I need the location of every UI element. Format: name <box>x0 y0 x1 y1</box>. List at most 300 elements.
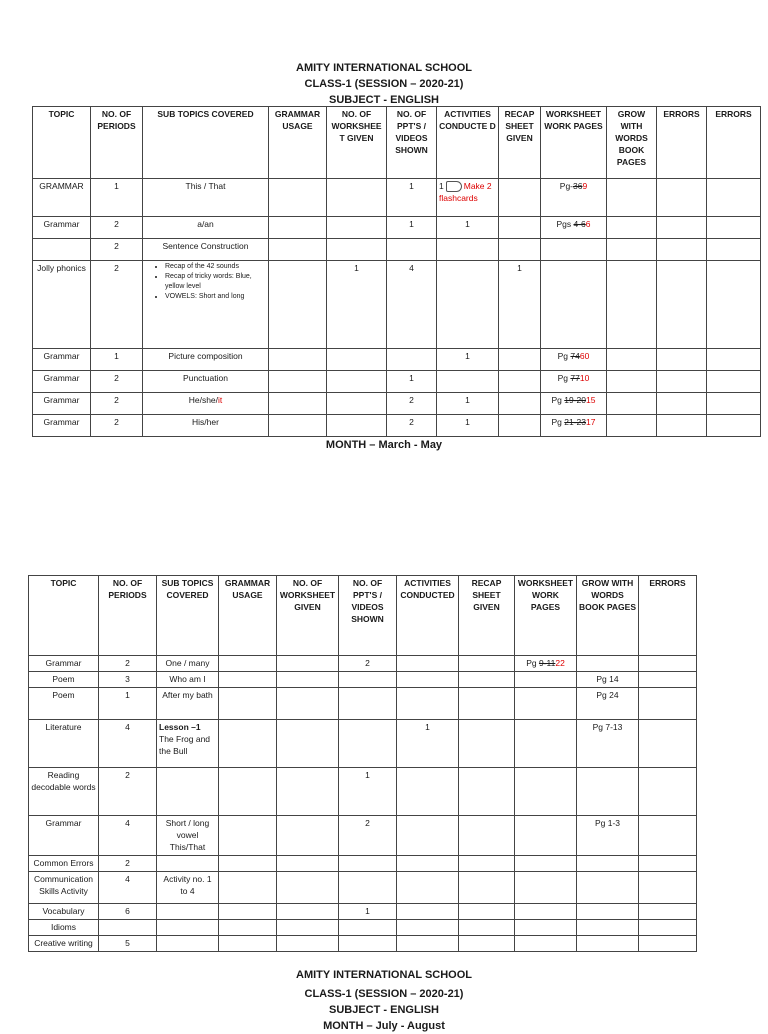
hand-icon <box>446 181 462 192</box>
periods-cell: 6 <box>99 904 157 920</box>
column-header: NO. OF PERIODS <box>99 576 157 656</box>
column-header: RECAP SHEET GIVEN <box>459 576 515 656</box>
topic-cell: Grammar <box>33 349 91 371</box>
subtopic-item: • Recap of tricky words: Blue, yellow level <box>165 272 266 292</box>
gww-pages-cell <box>607 349 657 371</box>
subtopic-item: • VOWELS: Short and long <box>165 292 266 302</box>
errors-cell <box>707 179 761 217</box>
periods-cell <box>99 920 157 936</box>
activities-cell <box>397 904 459 920</box>
worksheet-pages-cell <box>515 768 577 816</box>
table-row <box>29 920 697 936</box>
class-session-2: CLASS-1 (SESSION – 2020-21) <box>304 988 464 1000</box>
column-header: SUB TOPICS COVERED <box>157 576 219 656</box>
gww-pages-cell: Pg 14 <box>577 672 639 688</box>
worksheet-given-cell <box>327 239 387 261</box>
activities-cell <box>437 261 499 349</box>
table-row <box>29 872 697 904</box>
grammar-usage-cell <box>269 239 327 261</box>
column-header: TOPIC <box>33 107 91 179</box>
ppt-cell <box>339 936 397 952</box>
subtopic-text: He/she/ <box>188 395 219 405</box>
column-header: GRAMMAR USAGE <box>219 576 277 656</box>
ws-prefix: Pg <box>551 395 565 405</box>
table-row <box>33 371 761 393</box>
table-row <box>33 239 761 261</box>
lesson-label: Lesson –1 <box>159 722 201 732</box>
gww-pages-cell <box>577 856 639 872</box>
topic-cell: Grammar <box>29 656 99 672</box>
activities-cell <box>397 768 459 816</box>
ppt-cell <box>339 688 397 720</box>
gww-pages-cell <box>577 872 639 904</box>
table-row <box>29 656 697 672</box>
ws-old-page: 21-23 <box>564 417 587 427</box>
subtopic-item: • Recap of the 42 sounds <box>165 262 266 272</box>
subject-title-2: SUBJECT - ENGLISH <box>328 1004 439 1016</box>
grammar-usage-cell <box>269 217 327 239</box>
column-header: NO. OF WORKSHEE T GIVEN <box>327 107 387 179</box>
errors-cell <box>657 393 707 415</box>
grammar-usage-cell <box>219 872 277 904</box>
subtopic-text: a/an <box>197 219 214 229</box>
periods-cell: 2 <box>99 768 157 816</box>
errors-cell <box>639 656 697 672</box>
worksheet-pages-cell <box>515 672 577 688</box>
table-row <box>29 720 697 768</box>
ws-old-page: 74 <box>570 351 580 361</box>
periods-cell: 1 <box>99 688 157 720</box>
ws-old-page: 9-11 <box>538 658 556 668</box>
worksheet-pages-cell <box>541 371 607 393</box>
grammar-usage-cell <box>219 936 277 952</box>
worksheet-given-cell <box>327 415 387 437</box>
topic-cell: Communication Skills Activity <box>29 872 99 904</box>
worksheet-given-cell <box>277 936 339 952</box>
recap-cell <box>499 349 541 371</box>
grammar-usage-cell <box>219 768 277 816</box>
topic-cell: Reading decodable words <box>29 768 99 816</box>
activities-cell <box>437 349 499 371</box>
periods-cell: 4 <box>99 720 157 768</box>
errors-cell <box>639 816 697 856</box>
gww-pages-cell <box>577 920 639 936</box>
errors-cell <box>707 261 761 349</box>
grammar-usage-cell <box>269 415 327 437</box>
periods-cell: 4 <box>99 872 157 904</box>
errors-cell <box>707 415 761 437</box>
worksheet-given-cell <box>327 371 387 393</box>
worksheet-pages-cell <box>515 688 577 720</box>
ws-new-page: 10 <box>579 373 590 383</box>
subtopic-cell <box>157 816 219 856</box>
subtopic-cell <box>157 904 219 920</box>
ws-new-page: 9 <box>582 181 588 191</box>
activities-cell <box>437 239 499 261</box>
ppt-cell <box>339 920 397 936</box>
recap-cell <box>459 816 515 856</box>
errors-cell <box>639 720 697 768</box>
ppt-cell <box>339 856 397 872</box>
worksheet-given-cell <box>277 688 339 720</box>
errors-cell <box>639 936 697 952</box>
errors-cell <box>657 415 707 437</box>
ppt-cell: 2 <box>339 656 397 672</box>
recap-cell <box>459 720 515 768</box>
subtopic-text: Picture composition <box>168 351 243 361</box>
column-header: ACTIVITIES CONDUCTED <box>397 576 459 656</box>
grammar-usage-cell <box>219 720 277 768</box>
worksheet-given-cell: 1 <box>327 261 387 349</box>
subtopic-text: This / That <box>185 181 226 191</box>
subject-title: SUBJECT - ENGLISH <box>328 94 439 106</box>
worksheet-pages-cell <box>515 816 577 856</box>
grammar-usage-cell <box>219 904 277 920</box>
subtopic-red: it <box>218 395 223 405</box>
errors-cell <box>639 672 697 688</box>
ws-prefix: Pg <box>526 658 539 668</box>
errors-cell <box>707 393 761 415</box>
activities-cell <box>397 872 459 904</box>
grammar-usage-cell <box>219 856 277 872</box>
recap-cell <box>459 688 515 720</box>
topic-cell: Idioms <box>29 920 99 936</box>
worksheet-pages-cell <box>515 872 577 904</box>
subtopic-text: Sentence Construction <box>162 241 249 251</box>
worksheet-given-cell <box>277 872 339 904</box>
periods-cell: 2 <box>91 371 143 393</box>
recap-cell <box>499 179 541 217</box>
column-header: GROW WITH WORDS BOOK PAGES <box>607 107 657 179</box>
topic-cell: Jolly phonics <box>33 261 91 349</box>
grammar-usage-cell <box>219 816 277 856</box>
ppt-cell: 4 <box>387 261 437 349</box>
worksheet-pages-cell <box>515 904 577 920</box>
subtopic-text: After my bath <box>162 690 213 700</box>
activities-cell <box>437 393 499 415</box>
subtopic-cell <box>143 371 269 393</box>
recap-cell: 1 <box>499 261 541 349</box>
gww-pages-cell: Pg 24 <box>577 688 639 720</box>
gww-pages-cell: Pg 7-13 <box>577 720 639 768</box>
subtopic-text: His/her <box>192 417 219 427</box>
worksheet-given-cell <box>277 768 339 816</box>
grammar-usage-cell <box>269 393 327 415</box>
grammar-usage-cell <box>269 261 327 349</box>
column-header: ACTIVITIES CONDUCTE D <box>437 107 499 179</box>
periods-cell: 2 <box>99 656 157 672</box>
topic-cell: Poem <box>29 688 99 720</box>
worksheet-pages-cell <box>515 720 577 768</box>
errors-cell <box>657 371 707 393</box>
errors-cell <box>657 217 707 239</box>
gww-pages-cell <box>577 768 639 816</box>
topic-cell: Grammar <box>33 371 91 393</box>
gww-pages-cell <box>577 656 639 672</box>
activities-count: 1 <box>465 351 470 361</box>
subtopic-cell <box>157 656 219 672</box>
ws-new-page: 22 <box>555 658 565 668</box>
ws-prefix: Pg <box>557 351 571 361</box>
worksheet-pages-cell <box>541 415 607 437</box>
errors-cell <box>707 371 761 393</box>
recap-cell <box>459 672 515 688</box>
activity-note: Make 2 flashcards <box>439 181 492 204</box>
worksheet-given-cell <box>277 816 339 856</box>
subtopic-text: Activity no. 1 to 4 <box>163 874 212 896</box>
ws-new-page: 15 <box>586 395 596 405</box>
errors-cell <box>657 261 707 349</box>
ws-old-page: 77 <box>570 373 580 383</box>
periods-cell: 3 <box>99 672 157 688</box>
column-header: NO. OF PERIODS <box>91 107 143 179</box>
grammar-usage-cell <box>219 656 277 672</box>
table-row <box>33 217 761 239</box>
subtopic-cell <box>157 688 219 720</box>
grammar-usage-cell <box>269 179 327 217</box>
recap-cell <box>499 415 541 437</box>
activities-cell <box>437 415 499 437</box>
grammar-usage-cell <box>219 920 277 936</box>
grammar-usage-cell <box>269 371 327 393</box>
ppt-cell: 1 <box>339 768 397 816</box>
gww-pages-cell <box>607 371 657 393</box>
periods-cell: 2 <box>91 415 143 437</box>
activities-count: 1 <box>465 219 470 229</box>
periods-cell: 5 <box>99 936 157 952</box>
grammar-usage-cell <box>269 349 327 371</box>
periods-cell: 2 <box>91 393 143 415</box>
periods-cell: 1 <box>91 349 143 371</box>
worksheet-pages-cell <box>515 920 577 936</box>
recap-cell <box>459 920 515 936</box>
ppt-cell: 2 <box>339 816 397 856</box>
activities-cell: 1 <box>397 720 459 768</box>
topic-cell: Grammar <box>33 217 91 239</box>
activities-cell <box>397 816 459 856</box>
gww-pages-cell <box>607 179 657 217</box>
syllabus-table-2 <box>28 575 697 952</box>
column-header: WORKSHEET WORK PAGES <box>515 576 577 656</box>
topic-cell: Literature <box>29 720 99 768</box>
worksheet-given-cell <box>277 920 339 936</box>
ws-prefix: Pg- <box>559 181 574 191</box>
errors-cell <box>639 904 697 920</box>
worksheet-pages-cell <box>515 656 577 672</box>
gww-pages-cell: Pg 1-3 <box>577 816 639 856</box>
errors-cell <box>639 768 697 816</box>
errors-cell <box>707 349 761 371</box>
column-header: ERRORS <box>707 107 761 179</box>
subtopic-text: Short / long vowel This/That <box>165 818 210 852</box>
ppt-cell: 2 <box>387 393 437 415</box>
recap-cell <box>459 856 515 872</box>
topic-cell: Poem <box>29 672 99 688</box>
ppt-cell <box>387 239 437 261</box>
errors-cell <box>639 856 697 872</box>
ws-prefix: Pgs <box>556 219 574 229</box>
activities-cell <box>397 856 459 872</box>
subtopic-cell <box>157 768 219 816</box>
column-header: WORKSHEET WORK PAGES <box>541 107 607 179</box>
worksheet-pages-cell <box>515 856 577 872</box>
month-label-1: MONTH – March - May <box>325 439 443 451</box>
worksheet-given-cell <box>327 179 387 217</box>
column-header: GROW WITH WORDS BOOK PAGES <box>577 576 639 656</box>
subtopic-list <box>145 262 266 302</box>
gww-pages-cell <box>577 904 639 920</box>
ws-new-page: 60 <box>579 351 590 361</box>
topic-cell: GRAMMAR <box>33 179 91 217</box>
subtopic-cell <box>157 872 219 904</box>
table-row <box>33 349 761 371</box>
ppt-cell: 1 <box>339 904 397 920</box>
worksheet-pages-cell <box>541 349 607 371</box>
errors-cell <box>657 179 707 217</box>
periods-cell: 2 <box>91 217 143 239</box>
table-row <box>29 904 697 920</box>
recap-cell <box>459 872 515 904</box>
subtopic-cell <box>143 261 269 349</box>
table-row <box>33 179 761 217</box>
ppt-cell: 1 <box>387 371 437 393</box>
subtopic-cell <box>143 393 269 415</box>
table-row <box>33 393 761 415</box>
ws-prefix: Pg <box>557 373 571 383</box>
column-header: NO. OF PPT'S / VIDEOS SHOWN <box>339 576 397 656</box>
periods-cell: 2 <box>91 239 143 261</box>
worksheet-pages-cell <box>541 179 607 217</box>
grammar-usage-cell <box>219 672 277 688</box>
school-title-2: AMITY INTERNATIONAL SCHOOL <box>296 969 472 981</box>
table-row <box>29 672 697 688</box>
activities-cell <box>437 371 499 393</box>
errors-cell <box>639 872 697 904</box>
worksheet-given-cell <box>277 720 339 768</box>
subtopic-cell <box>143 239 269 261</box>
activities-cell <box>397 656 459 672</box>
column-header: GRAMMAR USAGE <box>269 107 327 179</box>
ws-new-page: 17 <box>586 417 596 427</box>
subtopic-cell <box>143 349 269 371</box>
grammar-usage-cell <box>219 688 277 720</box>
activities-count: 1 <box>465 395 470 405</box>
ppt-cell <box>339 672 397 688</box>
column-header: RECAP SHEET GIVEN <box>499 107 541 179</box>
table-row <box>29 816 697 856</box>
subtopic-cell <box>143 415 269 437</box>
subtopic-text: Who am I <box>169 674 206 684</box>
recap-cell <box>499 217 541 239</box>
errors-cell <box>639 688 697 720</box>
column-header: NO. OF WORKSHEET GIVEN <box>277 576 339 656</box>
recap-cell <box>459 904 515 920</box>
ppt-cell: 1 <box>387 217 437 239</box>
subtopic-cell <box>157 856 219 872</box>
activities-count: 1 <box>465 417 470 427</box>
table-row <box>29 936 697 952</box>
subtopic-cell <box>143 179 269 217</box>
topic-cell: Grammar <box>33 415 91 437</box>
gww-pages-cell <box>607 261 657 349</box>
recap-cell <box>499 393 541 415</box>
column-header: ERRORS <box>657 107 707 179</box>
activities-cell <box>437 179 499 217</box>
subtopic-text: Punctuation <box>183 373 228 383</box>
subtopic-cell <box>157 920 219 936</box>
table-row <box>29 688 697 720</box>
ppt-cell <box>387 349 437 371</box>
topic-cell <box>33 239 91 261</box>
subtopic-cell <box>157 720 219 768</box>
worksheet-pages-cell <box>515 936 577 952</box>
worksheet-given-cell <box>327 349 387 371</box>
worksheet-given-cell <box>277 856 339 872</box>
periods-cell: 2 <box>91 261 143 349</box>
worksheet-given-cell <box>277 656 339 672</box>
errors-cell <box>657 239 707 261</box>
subtopic-cell <box>157 936 219 952</box>
worksheet-pages-cell <box>541 393 607 415</box>
syllabus-table-1 <box>32 106 761 437</box>
worksheet-pages-cell <box>541 217 607 239</box>
worksheet-pages-cell <box>541 239 607 261</box>
recap-cell <box>459 656 515 672</box>
periods-cell: 1 <box>91 179 143 217</box>
errors-cell <box>657 349 707 371</box>
month-label-2: MONTH – July - August <box>323 1020 445 1032</box>
worksheet-given-cell <box>327 217 387 239</box>
column-header: TOPIC <box>29 576 99 656</box>
gww-pages-cell <box>607 415 657 437</box>
activities-cell <box>437 217 499 239</box>
subtopic-text: One / many <box>165 658 210 668</box>
class-session: CLASS-1 (SESSION – 2020-21) <box>304 78 464 90</box>
topic-cell: Vocabulary <box>29 904 99 920</box>
gww-pages-cell <box>607 217 657 239</box>
ws-old-page: 36 <box>573 181 583 191</box>
worksheet-given-cell <box>277 672 339 688</box>
ppt-cell: 1 <box>387 179 437 217</box>
column-header: SUB TOPICS COVERED <box>143 107 269 179</box>
topic-cell: Creative writing <box>29 936 99 952</box>
errors-cell <box>707 239 761 261</box>
column-header: NO. OF PPT'S / VIDEOS SHOWN <box>387 107 437 179</box>
table-row <box>33 415 761 437</box>
activities-count: 1 <box>439 181 444 191</box>
table-row <box>29 856 697 872</box>
topic-cell: Grammar <box>33 393 91 415</box>
errors-cell <box>639 920 697 936</box>
school-title: AMITY INTERNATIONAL SCHOOL <box>296 62 472 74</box>
table-row <box>29 768 697 816</box>
ws-new-page: 6 <box>585 219 591 229</box>
column-header: ERRORS <box>639 576 697 656</box>
ppt-cell: 2 <box>387 415 437 437</box>
ppt-cell <box>339 720 397 768</box>
recap-cell <box>459 768 515 816</box>
ws-old-page: 19-20 <box>564 395 587 405</box>
recap-cell <box>459 936 515 952</box>
activities-cell <box>397 920 459 936</box>
subtopic-cell <box>143 217 269 239</box>
recap-cell <box>499 239 541 261</box>
topic-cell: Common Errors <box>29 856 99 872</box>
gww-pages-cell <box>607 239 657 261</box>
recap-cell <box>499 371 541 393</box>
ws-prefix: Pg <box>551 417 565 427</box>
errors-cell <box>707 217 761 239</box>
